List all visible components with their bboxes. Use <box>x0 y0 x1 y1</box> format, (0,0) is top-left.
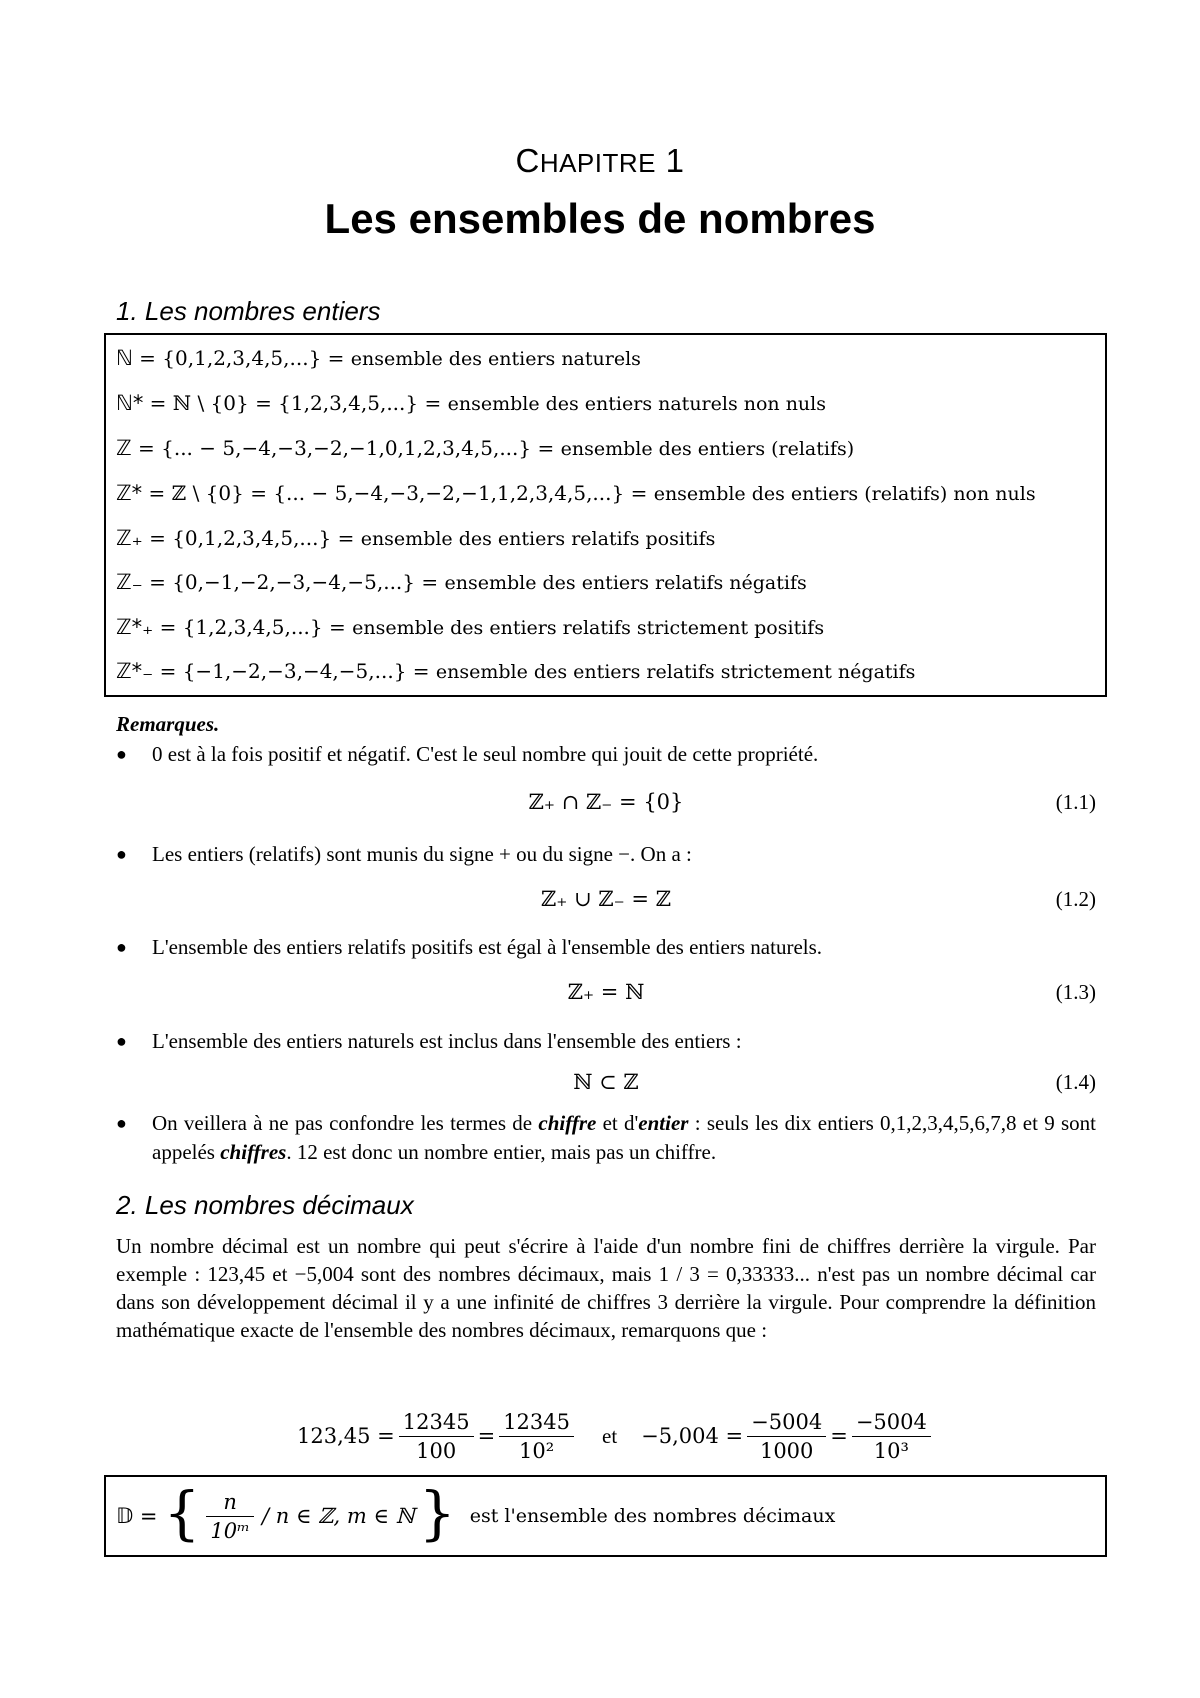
bullet-icon: ● <box>116 937 127 957</box>
equation: ℤ₊ ∪ ℤ₋ = ℤ (1.2) <box>116 882 1096 916</box>
fraction: $\frac{-5004}{\text{10³}}$ <box>852 1410 931 1463</box>
equation: ℕ ⊂ ℤ (1.4) <box>116 1065 1096 1099</box>
equation-number: (1.4) <box>1055 1070 1096 1094</box>
remark-item: ● Les entiers (relatifs) sont munis du signe + ou du signe −. On a : <box>116 840 1096 869</box>
chapter-title: Les ensembles de nombres <box>324 195 876 242</box>
definition-line: ℤ*₊ = {1,2,3,4,5,...} = ensemble des entiers relatifs strictement positifs <box>116 615 825 639</box>
remark-item: ● 0 est à la fois positif et négatif. C'est le seul nombre qui jouit de cette propriété. <box>116 740 1096 769</box>
decimal-examples: 123,45 = $\frac{12345}{100}$ = $\frac{12345}{\text{10²}}$ et −5,004 = $\frac{-5004}{1000}$ = $\frac{-5004}{\text{10³}}$ <box>0 1400 1200 1472</box>
remark-item: ● L'ensemble des entiers relatifs positifs est égal à l'ensemble des entiers naturels. <box>116 933 1096 962</box>
section-title-decimals: 2. Les nombres décimaux <box>116 1190 414 1220</box>
equation: ℤ₊ ∩ ℤ₋ = {0} (1.1) <box>116 785 1096 819</box>
remarks-title: Remarques. <box>116 712 220 736</box>
definition-line: ℤ = {... − 5,−4,−3,−2,−1,0,1,2,3,4,5,...} = ensemble des entiers (relatifs) <box>116 436 855 460</box>
equation-number: (1.3) <box>1055 980 1096 1004</box>
decimal-set-definition: 𝔻 = { $\frac{n}{\text{10ᵐ}}$ / n ∈ ℤ, m ∈ ℕ } est l'ensemble des nombres décimaux <box>116 1479 836 1547</box>
equation-number: (1.1) <box>1055 790 1096 814</box>
definition-line: ℤ₊ = {0,1,2,3,4,5,...} = ensemble des entiers relatifs positifs <box>116 526 716 550</box>
equation-number: (1.2) <box>1055 887 1096 911</box>
bullet-icon: ● <box>116 844 127 864</box>
fraction: $\frac{-5004}{1000}$ <box>747 1410 826 1463</box>
chapter-label: CHAPITRE 1 <box>515 142 685 179</box>
bullet-icon: ● <box>116 1031 127 1051</box>
section-title-integers: 1. Les nombres entiers <box>116 296 381 326</box>
decimals-paragraph: Un nombre décimal est un nombre qui peut s'écrire à l'aide d'un nombre fini de chiffres derrière la virgule. Par exemple : 123,45 et −5,004 sont des nombres décimaux, mais 1 / 3 = 0,33333... n'est pas un nombre décimal car dans son développement décimal il y a une infinité de chiffres 3 derrière la virgule. Pour comprendre la définition mathématique exacte de l'ensemble des nombres décimaux, remarquons que : <box>116 1234 1096 1342</box>
definition-line: ℤ*₋ = {−1,−2,−3,−4,−5,...} = ensemble des entiers relatifs strictement négatifs <box>116 659 916 683</box>
bullet-icon: ● <box>116 1113 127 1133</box>
fraction: $\frac{12345}{\text{10²}}$ <box>499 1410 574 1463</box>
remark-item: ● On veillera à ne pas confondre les termes de chiffre et d'entier : seuls les dix entiers 0,1,2,3,4,5,6,7,8 et 9 sont appelés chiffres. 12 est donc un nombre entier, mais pas un chiffre. <box>116 1111 1096 1164</box>
bullet-icon: ● <box>116 744 127 764</box>
definition-line: ℤ* = ℤ \ {0} = {... − 5,−4,−3,−2,−1,1,2,3,4,5,...} = ensemble des entiers (relatifs) non nuls <box>116 481 1036 505</box>
fraction: $\frac{n}{\text{10ᵐ}}$ <box>206 1490 254 1543</box>
fraction: $\frac{12345}{100}$ <box>399 1410 474 1463</box>
equation: ℤ₊ = ℕ (1.3) <box>116 975 1096 1009</box>
definition-line: ℕ* = ℕ \ {0} = {1,2,3,4,5,...} = ensemble des entiers naturels non nuls <box>116 391 826 415</box>
definition-line: ℕ = {0,1,2,3,4,5,...} = ensemble des entiers naturels <box>116 346 641 370</box>
remark-item: ● L'ensemble des entiers naturels est inclus dans l'ensemble des entiers : <box>116 1027 1096 1056</box>
definition-line: ℤ₋ = {0,−1,−2,−3,−4,−5,...} = ensemble des entiers relatifs négatifs <box>116 570 807 594</box>
